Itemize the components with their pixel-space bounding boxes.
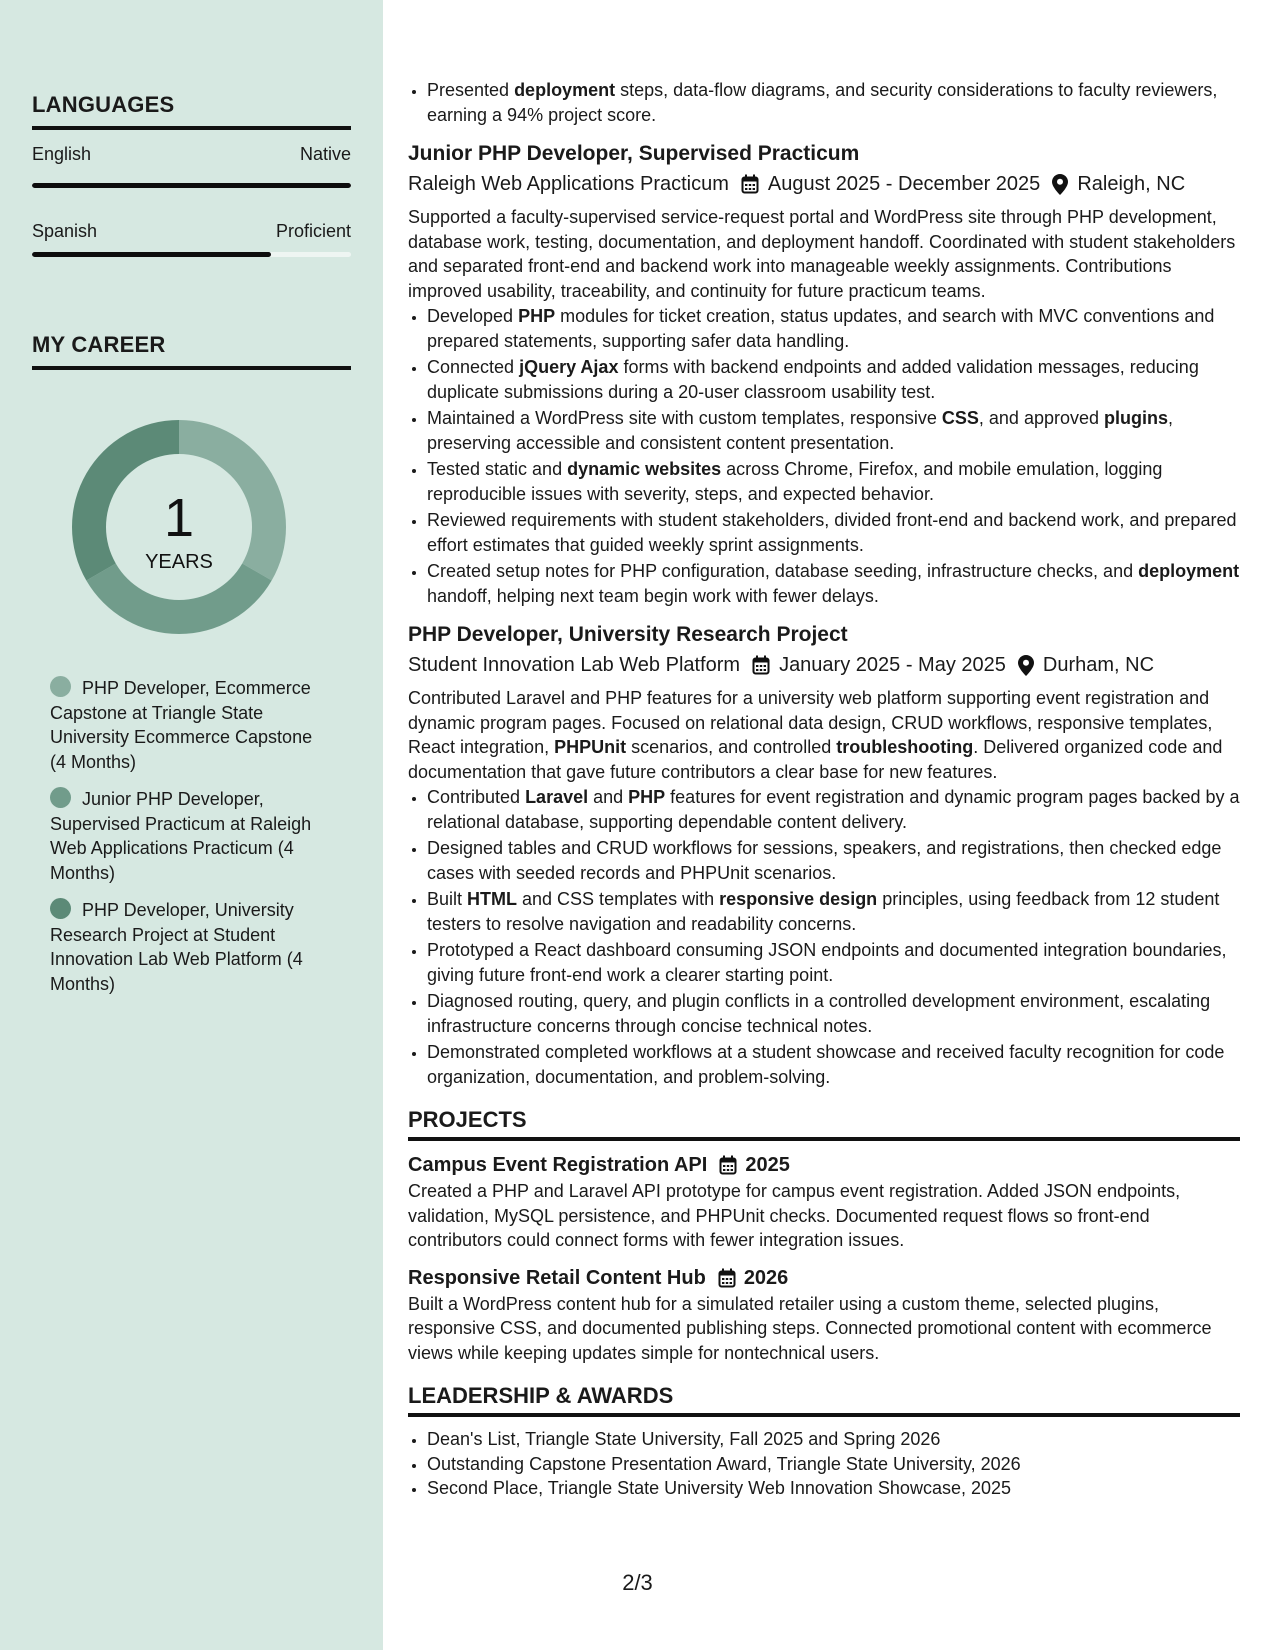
bullet-item: • Developed PHP modules for ticket creation, status updates, and search with MVC conventions and prepared statements, supporting safer data handling. <box>427 304 1240 353</box>
job-dates: August 2025 - December 2025 <box>767 173 1041 195</box>
job-location: Durham, NC <box>1042 654 1155 676</box>
job-summary: Contributed Laravel and PHP features for a university web platform supporting event registration and dynamic program pages. Focused on relational data design, CRUD workflows, responsive templates, React integration, PHPUnit scenarios, and controlled troubleshooting. Delivered organized code and documentation that gave future contributors a clear base for new features. <box>408 688 1223 782</box>
job-meta <box>408 650 1240 680</box>
bullet-item: • Built HTML and CSS templates with responsive design principles, using feedback from 12 student testers to resolve navigation and readability concerns. <box>427 887 1240 936</box>
bold-keyword: PHPUnit <box>554 737 627 757</box>
career-years-unit: YEARS <box>145 551 213 573</box>
project-entry <box>408 1151 1240 1253</box>
map-pin-icon <box>1018 655 1034 676</box>
main-content <box>408 78 1240 1501</box>
project-entry <box>408 1264 1240 1366</box>
bold-keyword: deployment <box>514 80 616 100</box>
bold-keyword: plugins <box>1104 408 1169 428</box>
page-number: 2/3 <box>622 1570 653 1595</box>
job-bullets <box>408 304 1240 608</box>
project-description: Created a PHP and Laravel API prototype for campus event registration. Added JSON endpoints, validation, MySQL persistence, and PHPUnit checks. Documented request flows so front-end contributors could connect forms with fewer integration issues. <box>408 1181 1181 1250</box>
intro-bullets <box>408 78 1240 127</box>
language-name: English <box>32 144 92 164</box>
career-item <box>50 676 330 774</box>
award-item: • Second Place, Triangle State University Web Innovation Showcase, 2025 <box>427 1476 1240 1501</box>
award-item: • Outstanding Capstone Presentation Award, Triangle State University, 2026 <box>427 1452 1240 1477</box>
bullet-item: • Designed tables and CRUD workflows for sessions, speakers, and registrations, then checked edge cases with seeded records and PHPUnit scenarios. <box>427 836 1240 885</box>
career-item-text: PHP Developer, Ecommerce Capstone at Triangle State University Ecommerce Capstone (4 Months) <box>50 678 313 772</box>
bold-keyword: dynamic websites <box>567 459 722 479</box>
career-item <box>50 898 330 996</box>
leadership-list <box>408 1427 1240 1501</box>
career-dot <box>50 676 71 697</box>
calendar-icon <box>718 1268 736 1288</box>
career-heading: MY CAREER <box>32 332 351 370</box>
language-level: Proficient <box>275 221 351 241</box>
award-item: • Dean's List, Triangle State University, Fall 2025 and Spring 2026 <box>427 1427 1240 1452</box>
bold-keyword: Laravel <box>525 787 589 807</box>
bold-keyword: responsive design <box>719 889 878 909</box>
job-bullets <box>408 785 1240 1089</box>
bullet-item: • Reviewed requirements with student stakeholders, divided front-end and backend work, and prepared effort estimates that guided weekly sprint assignments. <box>427 508 1240 557</box>
bullet-item: • Demonstrated completed workflows at a student showcase and received faculty recognition for code organization, documentation, and problem-solving. <box>427 1040 1240 1089</box>
sidebar <box>0 0 383 1650</box>
bold-keyword: troubleshooting <box>836 737 974 757</box>
calendar-icon <box>752 655 770 675</box>
bold-keyword: HTML <box>467 889 518 909</box>
bold-keyword: deployment <box>1138 561 1240 581</box>
job-company: Student Innovation Lab Web Platform <box>408 654 741 676</box>
calendar-icon <box>741 174 759 194</box>
career-years-number: 1 <box>163 488 195 548</box>
career-item-text: Junior PHP Developer, Supervised Practicum at Raleigh Web Applications Practicum (4 Months) <box>50 789 312 883</box>
language-bar-fill <box>32 252 271 257</box>
career-donut-chart <box>66 414 292 640</box>
project-year: 2026 <box>743 1266 789 1289</box>
job-entry <box>408 139 1240 608</box>
job-summary: Supported a faculty-supervised service-request portal and WordPress site through PHP development, database work, testing, documentation, and deployment handoff. Coordinated with student stakeholders and separated front-end and backend work into manageable weekly assignments. Contributions improved usability, traceability, and continuity for future practicum teams. <box>408 207 1236 301</box>
project-title: Campus Event Registration API <box>408 1154 708 1176</box>
bullet-item: • Created setup notes for PHP configuration, database seeding, infrastructure checks, and deployment handoff, helping next team begin work with fewer delays. <box>427 559 1240 608</box>
language-row-english <box>32 144 351 165</box>
language-bar-english <box>32 183 351 188</box>
bullet-item: • Connected jQuery Ajax forms with backend endpoints and added validation messages, reducing duplicate submissions during a 20-user classroom usability test. <box>427 355 1240 404</box>
languages-heading: LANGUAGES <box>32 92 351 130</box>
job-dates: January 2025 - May 2025 <box>779 654 1006 676</box>
map-pin-icon <box>1052 174 1068 195</box>
language-bar-fill <box>32 183 351 188</box>
bold-keyword: PHP <box>518 306 556 326</box>
language-row-spanish <box>32 221 351 242</box>
project-description: Built a WordPress content hub for a simulated retailer using a custom theme, selected plugins, responsive CSS, and documented publishing steps. Connected promotional content with ecommerce views while keeping updates simple for nontechnical users. <box>408 1293 1212 1363</box>
calendar-icon <box>719 1155 737 1175</box>
project-title-row <box>408 1151 1240 1179</box>
bullet-item: • Tested static and dynamic websites across Chrome, Firefox, and mobile emulation, logging reproducible issues with severity, steps, and expected behavior. <box>427 457 1240 506</box>
job-title: PHP Developer, University Research Project <box>408 623 848 646</box>
bullet-item: • Maintained a WordPress site with custom templates, responsive CSS, and approved plugins, preserving accessible and consistent content presentation. <box>427 406 1240 455</box>
job-location: Raleigh, NC <box>1077 173 1186 195</box>
donut-segment <box>86 564 271 635</box>
career-list <box>50 676 330 1009</box>
language-name: Spanish <box>32 221 98 241</box>
bold-keyword: PHP <box>628 787 666 807</box>
bullet-item: • Diagnosed routing, query, and plugin conflicts in a controlled development environment, escalating infrastructure concerns through concise technical notes. <box>427 989 1240 1038</box>
project-title-row <box>408 1264 1240 1292</box>
bullet-item: • Contributed Laravel and PHP features for event registration and dynamic program pages backed by a relational database, supporting dependable content delivery. <box>427 785 1240 834</box>
career-dot <box>50 898 71 919</box>
career-item <box>50 787 330 885</box>
bullet-item: • Presented deployment steps, data-flow diagrams, and security considerations to faculty reviewers, earning a 94% project score. <box>427 78 1240 127</box>
job-meta <box>408 169 1240 199</box>
project-year: 2025 <box>745 1154 790 1176</box>
projects-heading: PROJECTS <box>408 1107 1240 1141</box>
bold-keyword: CSS <box>941 408 979 428</box>
bold-keyword: jQuery Ajax <box>519 357 619 377</box>
leadership-heading: LEADERSHIP & AWARDS <box>408 1383 1240 1417</box>
language-bar-spanish <box>32 252 351 257</box>
career-dot <box>50 787 71 808</box>
job-entry <box>408 620 1240 1089</box>
job-company: Raleigh Web Applications Practicum <box>408 173 729 195</box>
career-item-text: PHP Developer, University Research Project at Student Innovation Lab Web Platform (4 Months) <box>50 900 303 994</box>
language-level: Native <box>299 144 351 164</box>
bullet-item: • Prototyped a React dashboard consuming JSON endpoints and documented integration boundaries, giving future front-end work a clearer starting point. <box>427 938 1240 987</box>
project-title: Responsive Retail Content Hub <box>408 1266 706 1289</box>
job-title: Junior PHP Developer, Supervised Practicum <box>408 142 860 165</box>
